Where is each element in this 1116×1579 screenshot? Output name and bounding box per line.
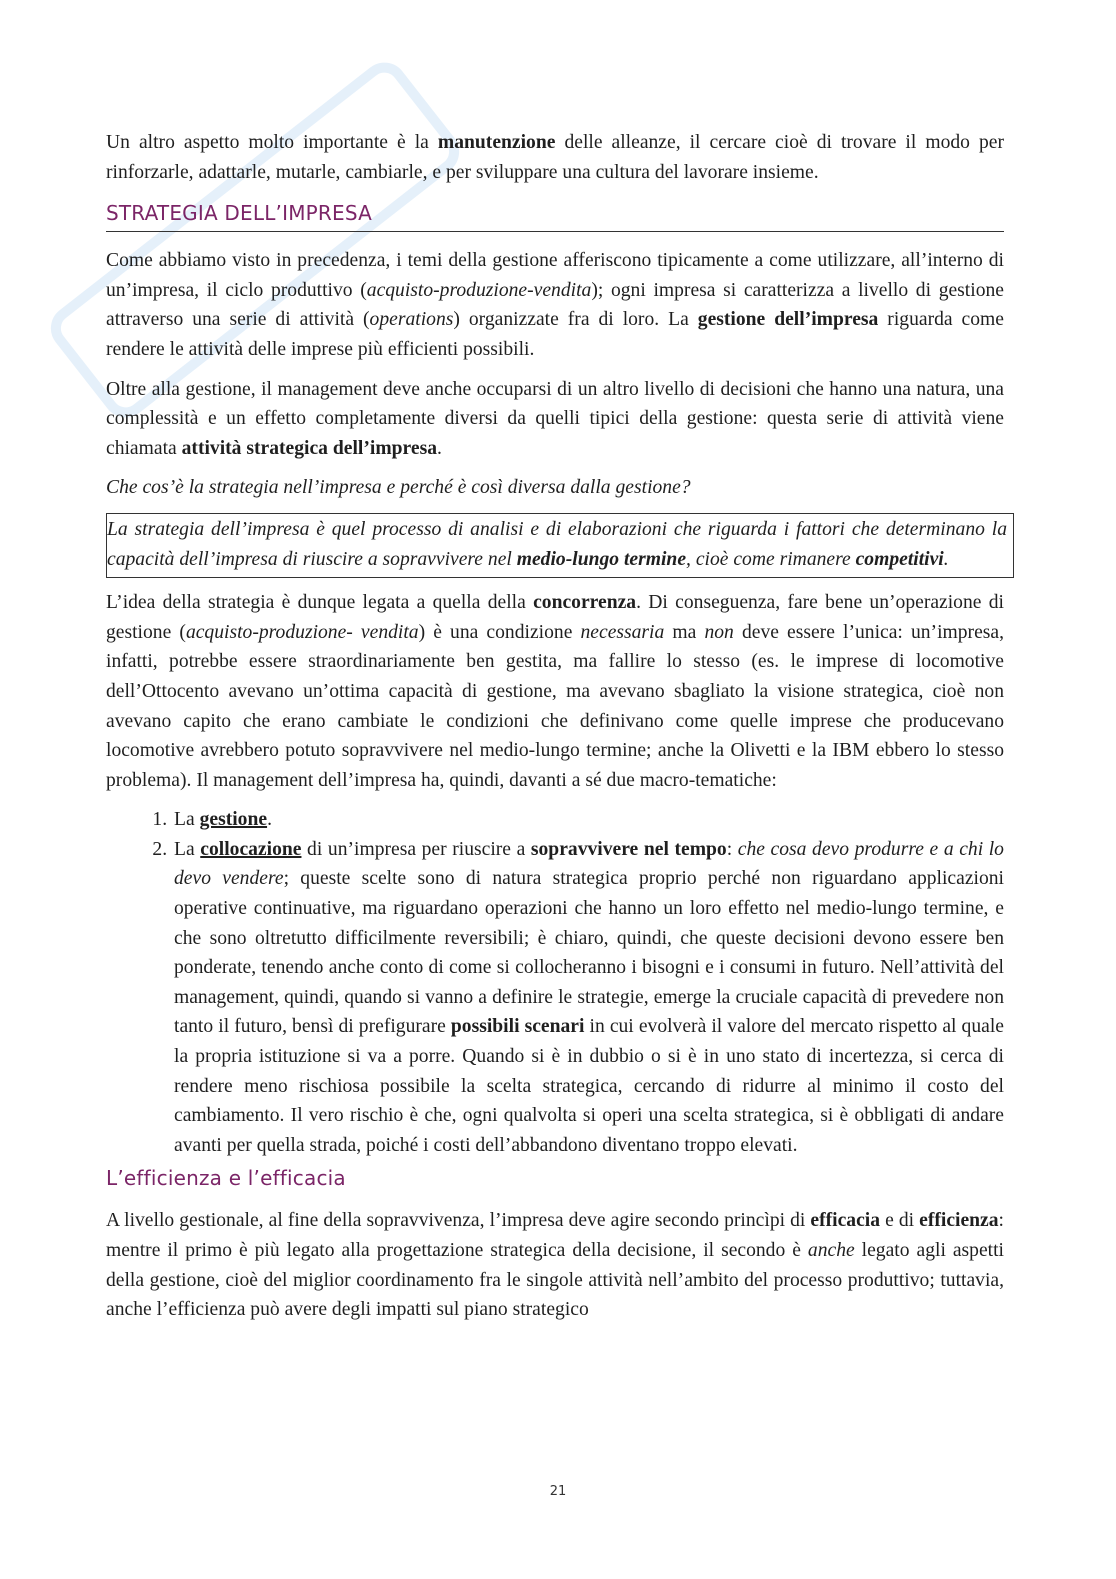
page-number: 21 — [549, 1484, 567, 1499]
list-item-collocazione: 2. La collocazione di un’impresa per riuscire a sopravvivere nel tempo: che cosa devo produrre e a chi lo devo vendere; queste scelte sono di natura strategica proprio perché non riguardano applicazioni operative continuative, ma riguardano operazioni che hanno un loro effetto nel medio-lungo termine, e che sono oltretutto difficilmente reversibili; è chiaro, quindi, che queste decisioni devono essere ben ponderate, tenendo anche conto di come si collocheranno i bisogni e i consumi in futuro. Nell’attività del management, quindi, quando si vanno a definire le strategie, emerge la cruciale capacità di prevedere non tanto il futuro, bensì di prefigurare possibili scenari in cui evolverà il valore del mercato rispetto al quale la propria istituzione si va a porre. Quando si è in dubbio o si è in uno stato di incertezza, si cerca di rendere meno rischiosa possibile la scelta strategica, cercando di ridurre al minimo il costo del cambiamento. Il vero rischio è che, ogni qualvolta si operi una scelta strategica, si è obbligati di andare avanti per quella strada, poiché i costi dell’abbandono diventano troppo elevati. — [172, 835, 1004, 1161]
subsection-title: L’efficienza e l’efficacia — [106, 1166, 346, 1191]
definition-box: La strategia dell’impresa è quel processo di analisi e di elaborazioni che riguarda i fattori che determinano la capacità dell’impresa di riuscire a sopravvivere nel medio-lungo termine, cioè come rimanere competitivi. — [106, 513, 1014, 578]
paragraph-manutenzione: Un altro aspetto molto importante è la manutenzione delle alleanze, il cercare cioè di trovare il modo per rinforzarle, adattarle, mutarle, cambiarle, e per sviluppare una cultura del lavorare insieme. — [106, 132, 1004, 183]
list-item-gestione: 1. La gestione. — [172, 805, 1004, 835]
document-page — [106, 128, 1007, 1335]
section-title: STRATEGIA DELL’IMPRESA — [106, 197, 1004, 232]
paragraph-efficienza-efficacia: A livello gestionale, al fine della sopravvivenza, l’impresa deve agire secondo princìpi di efficacia e di efficienza: mentre il primo è più legato alla progettazione strategica della decisione, il secondo è anche legato agli aspetti della gestione, cioè del miglior coordinamento fra le singole attività nell’ambito del processo produttivo; tuttavia, anche l’efficienza può avere degli impatti sul piano strategico — [106, 1210, 1004, 1321]
macro-topics-list — [106, 805, 1004, 1160]
question-line: Che cos’è la strategia nell’impresa e perché è così diversa dalla gestione? — [106, 477, 691, 499]
paragraph-concorrenza: L’idea della strategia è dunque legata a quella della concorrenza. Di conseguenza, fare bene un’operazione di gestione (acquisto-produzione- vendita) è una condizione necessaria ma non deve essere l’unica: un’impresa, infatti, potrebbe essere straordinariamente ben gestita, ma fallire lo stesso (es. le imprese di locomotive dell’Ottocento avevano un’ottima capacità di gestione, ma avevano sbagliato la visione strategica, cioè non avevano capito che erano cambiate le condizioni che definivano come quelle imprese che producevano locomotive avrebbero potuto sopravvivere nel medio-lungo termine; anche la Olivetti e la IBM ebbero lo stesso problema). Il management dell’impresa ha, quindi, davanti a sé due macro-tematiche: — [106, 592, 1004, 791]
paragraph-gestione: Come abbiamo visto in precedenza, i temi della gestione afferiscono tipicamente a come utilizzare, all’interno di un’impresa, il ciclo produttivo (acquisto-produzione-vendita); ogni impresa si caratterizza a livello di gestione attraverso una serie di attività (operations) organizzate fra di loro. La gestione dell’impresa riguarda come rendere le attività delle imprese più efficienti possibili. — [106, 250, 1004, 360]
paragraph-attivita-strategica: Oltre alla gestione, il management deve anche occuparsi di un altro livello di decisioni che hanno una natura, una complessità e un effetto completamente diversi da quelli tipici della gestione: questa serie di attività viene chiamata attività strategica dell’impresa. — [106, 378, 1004, 459]
